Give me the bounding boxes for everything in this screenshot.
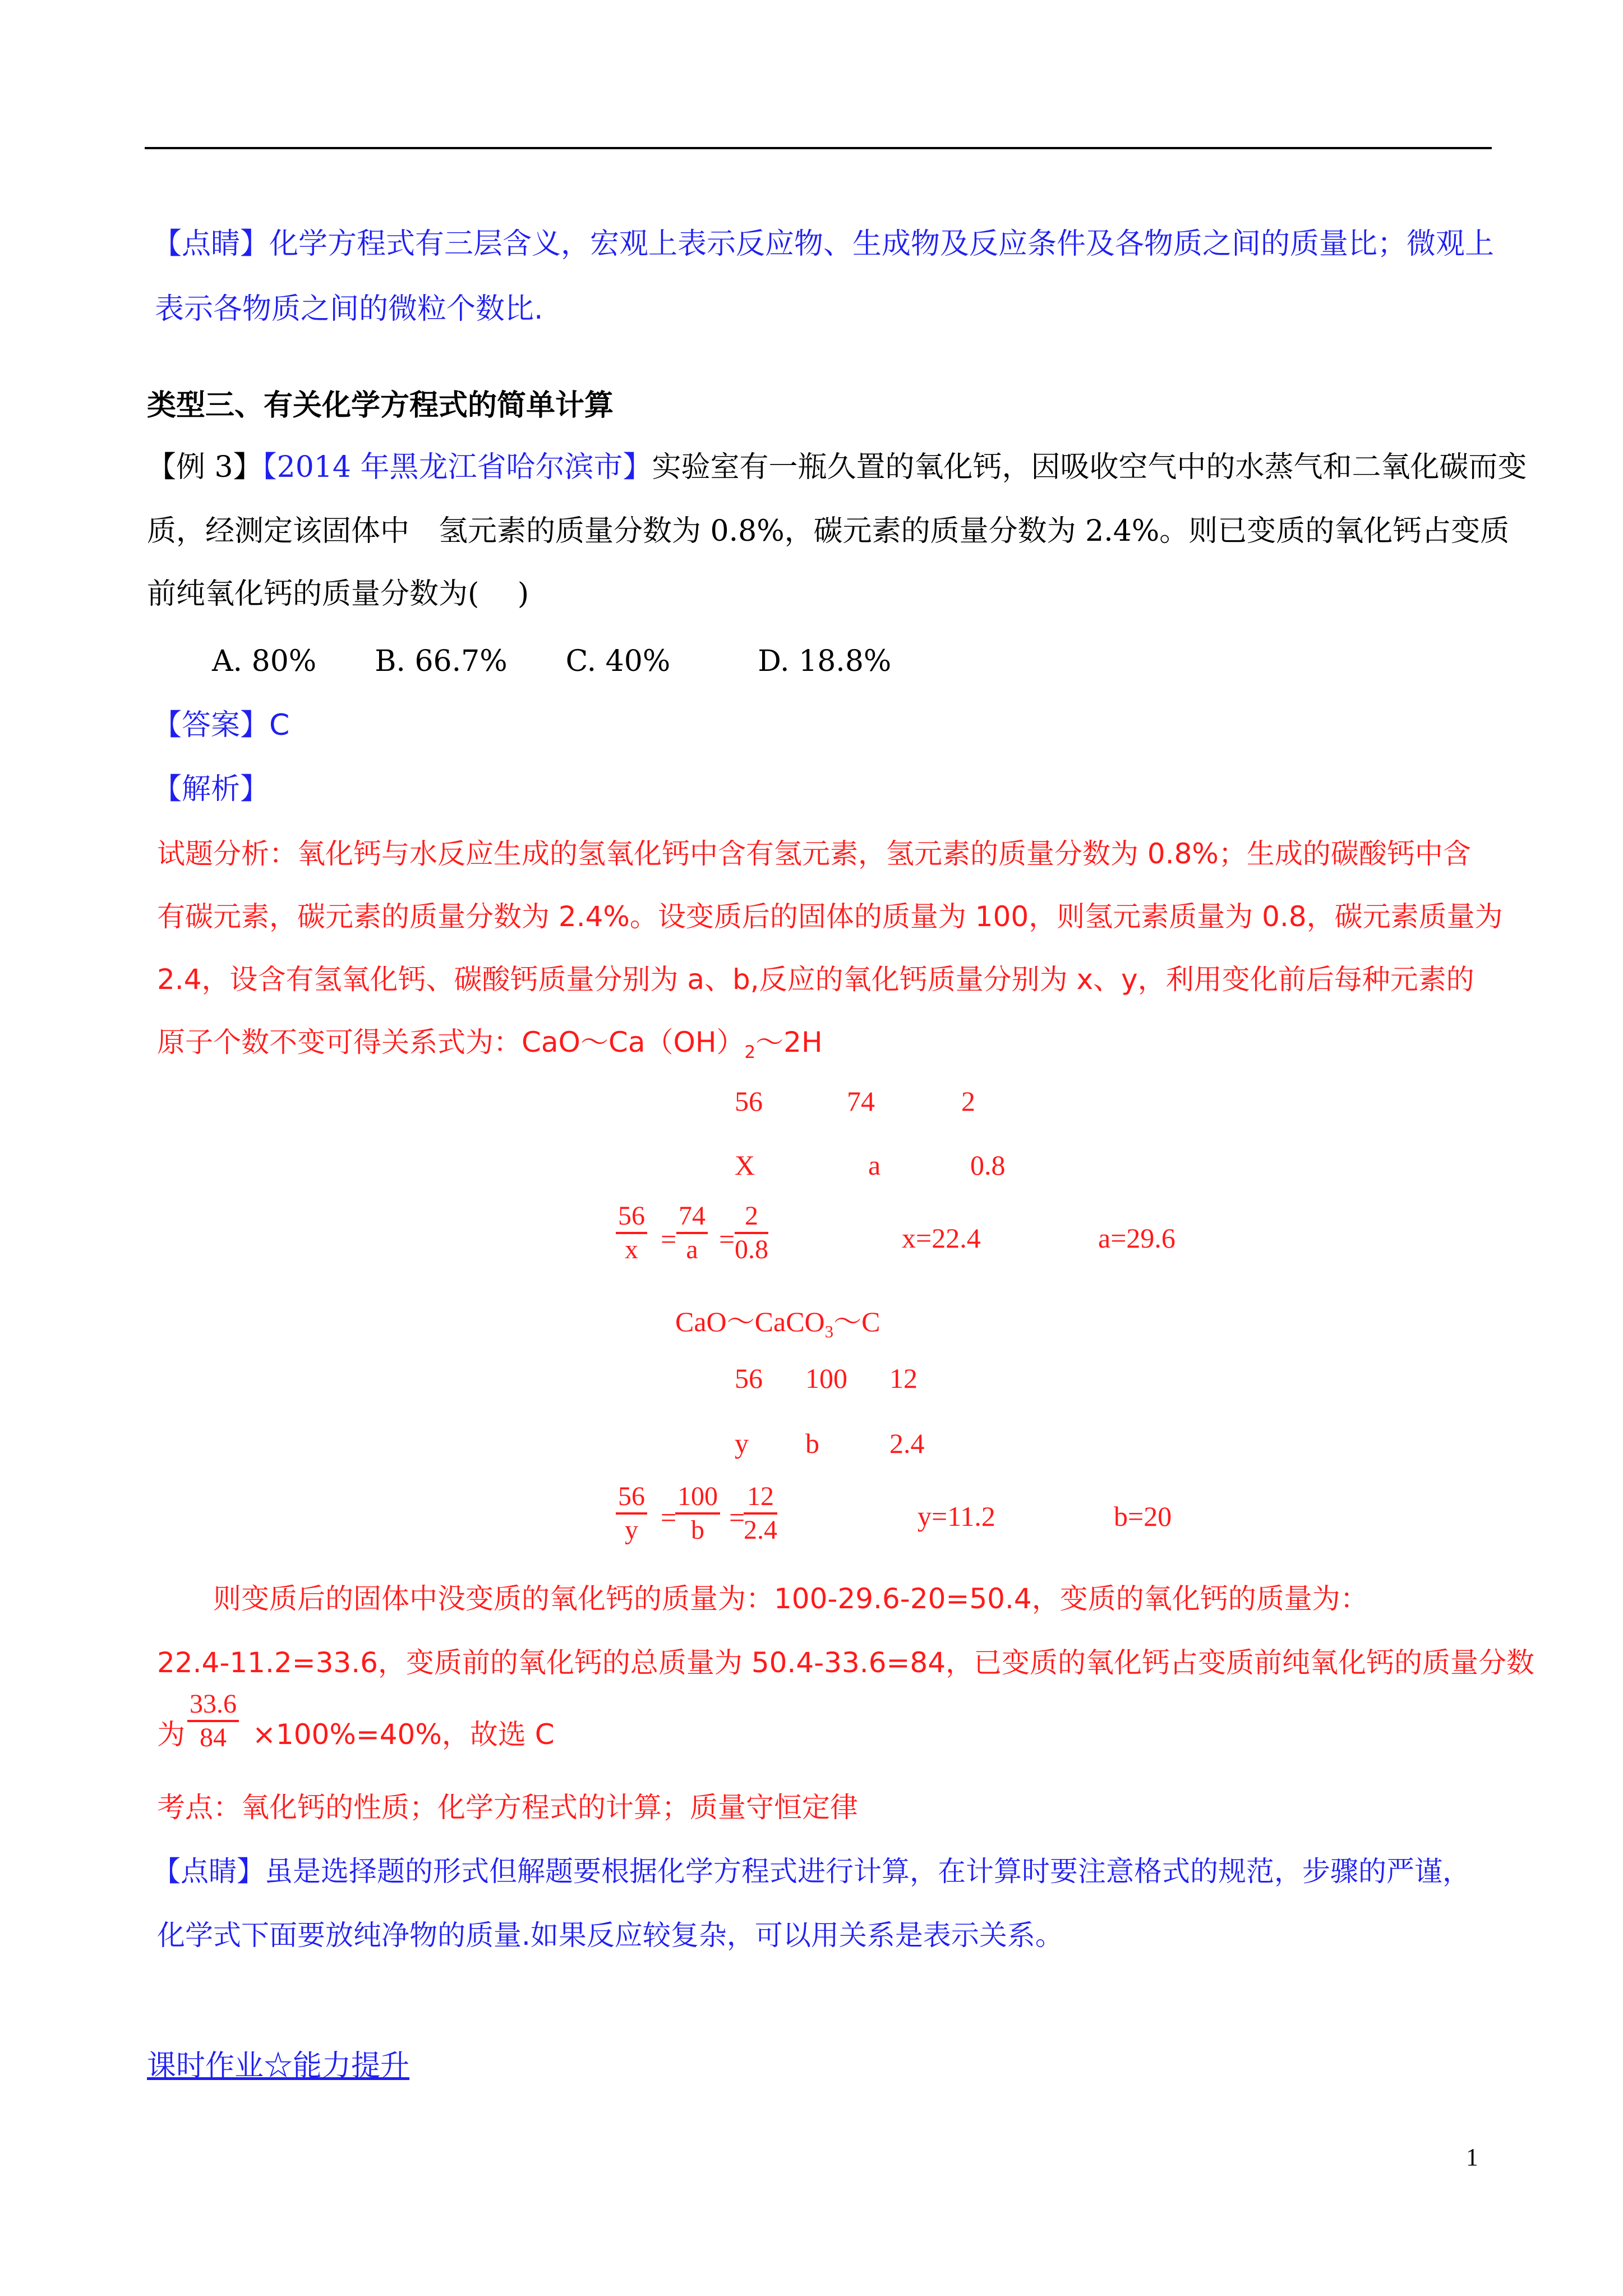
example-text: 实验室有一瓶久置的氧化钙，因吸收空气中的水蒸气和二氧化碳而变 — [652, 450, 1527, 484]
eq2-frac-2-num: 100 — [675, 1481, 720, 1515]
analysis-line-3: 2.4，设含有氢氧化钙、碳酸钙质量分别为 a、b,反应的氧化钙质量分别为 x、y，利用变化前后每种元素的 — [157, 963, 1474, 996]
analysis-line-2: 有碳元素，碳元素的质量分数为 2.4%。设变质后的固体的质量为 100，则氢元素质量为 0.8，碳元素质量为 — [157, 900, 1503, 933]
eq2-eqsign-2: = — [729, 1502, 745, 1533]
eq2-frac-2 — [675, 1481, 720, 1546]
rel2-r1-c2: 100 — [805, 1363, 847, 1394]
conclusion-line-2: 22.4-11.2=33.6，变质前的氧化钙的总质量为 50.4-33.6=84，已变质的氧化钙占变质前纯氧化钙的质量分数 — [157, 1646, 1535, 1679]
example-label: 【例 3】 — [147, 450, 262, 484]
note-paragraph-2 — [153, 1849, 1470, 1889]
rel1-r1-c2: 74 — [847, 1085, 875, 1117]
eq1-result-a: a=29.6 — [1098, 1222, 1175, 1254]
eq2-eqsign-1: = — [661, 1502, 677, 1533]
example-options: A. 80% B. 66.7% C. 40% D. 18.8% — [212, 645, 892, 678]
header-rule — [145, 147, 1492, 149]
note2-text: 虽是选择题的形式但解题要根据化学方程式进行计算，在计算时要注意格式的规范，步骤的严谨， — [265, 1855, 1470, 1888]
example-line-3: 前纯氧化钙的质量分数为( ) — [147, 577, 529, 611]
eq2-result-b: b=20 — [1114, 1501, 1172, 1532]
conclusion-line-1: 则变质后的固体中没变质的氧化钙的质量为：100-29.6-20=50.4，变质的氧化钙的质量为： — [213, 1582, 1368, 1615]
rel1-r2-c1: X — [735, 1149, 755, 1181]
relation-2-prefix: CaO～CaCO — [675, 1306, 825, 1337]
example-line-2: 质，经测定该固体中 氢元素的质量分数为 0.8%，碳元素的质量分数为 2.4%。则已变质的氧化钙占变质 — [147, 514, 1510, 548]
eq2-frac-2-den: b — [691, 1515, 704, 1545]
note-paragraph-1 — [153, 220, 1494, 262]
eq2-frac-1-num: 56 — [616, 1481, 647, 1515]
rel2-r2-c1: y — [735, 1428, 749, 1459]
eq1-frac-3-den: 0.8 — [735, 1235, 768, 1264]
eq1-eqsign-1: = — [661, 1223, 677, 1255]
rel2-r2-c3: 2.4 — [889, 1428, 925, 1459]
analysis-tag: 【解析】 — [153, 772, 270, 806]
note2-tag: 【点睛】 — [153, 1855, 265, 1888]
relation-2-suffix: ～C — [833, 1306, 880, 1337]
eq2-frac-3-den: 2.4 — [744, 1515, 777, 1545]
eq1-frac-2-den: a — [686, 1235, 698, 1264]
eq1-frac-2-num: 74 — [676, 1200, 708, 1234]
rel1-r1-c1: 56 — [735, 1085, 763, 1117]
analysis-line-1: 试题分析：氧化钙与水反应生成的氢氧化钙中含有氢元素，氢元素的质量分数为 0.8%；生成的碳酸钙中含 — [157, 838, 1471, 870]
rel2-r1-c3: 12 — [889, 1363, 917, 1394]
eq1-frac-3 — [735, 1200, 768, 1266]
page-number: 1 — [1466, 2143, 1478, 2171]
conclusion-line-3-prefix: 为 — [157, 1718, 185, 1751]
eq2-frac-1-den: y — [625, 1515, 638, 1545]
note-paragraph-1-line2: 表示各物质之间的微粒个数比. — [155, 292, 543, 326]
relation-2-subscript: 3 — [824, 1322, 834, 1341]
example-source: 【2014 年黑龙江省哈尔滨市】 — [262, 450, 652, 484]
conclusion-fraction — [187, 1688, 239, 1754]
note-text: 化学方程式有三层含义，宏观上表示反应物、生成物及反应条件及各物质之间的质量比；微观上 — [269, 227, 1495, 261]
relation-1-suffix: ～2H — [755, 1026, 823, 1059]
eq1-result-x: x=22.4 — [902, 1222, 981, 1254]
eq1-frac-3-num: 2 — [735, 1200, 768, 1234]
relation-1-prefix: 原子个数不变可得关系式为：CaO～Ca（OH） — [157, 1026, 745, 1059]
eq1-eqsign-2: = — [719, 1223, 735, 1255]
homework-link[interactable]: 课时作业☆能力提升 — [147, 2049, 410, 2083]
section-title: 类型三、有关化学方程式的简单计算 — [147, 388, 614, 422]
answer-line — [153, 701, 289, 743]
answer-tag: 【答案】 — [153, 708, 270, 742]
eq1-frac-1 — [616, 1200, 647, 1266]
eq2-frac-3-num: 12 — [744, 1481, 777, 1515]
eq2-frac-1 — [616, 1481, 647, 1546]
conclusion-fraction-den: 84 — [200, 1723, 227, 1752]
example-line-1 — [147, 443, 1527, 485]
eq2-frac-3 — [744, 1481, 777, 1546]
answer-value: C — [269, 708, 290, 742]
rel2-r1-c1: 56 — [735, 1363, 763, 1394]
conclusion-fraction-num: 33.6 — [187, 1688, 239, 1722]
conclusion-line-3-suffix: ×100%=40%，故选 C — [252, 1718, 555, 1751]
relation-2 — [675, 1299, 880, 1342]
rel1-r2-c3: 0.8 — [970, 1149, 1006, 1181]
analysis-line-4 — [157, 1020, 823, 1062]
eq1-frac-1-num: 56 — [616, 1200, 647, 1234]
rel1-r1-c3: 2 — [961, 1085, 975, 1117]
note-tag: 【点睛】 — [153, 227, 270, 261]
note-paragraph-2-line2: 化学式下面要放纯净物的质量.如果反应较复杂，可以用关系是表示关系。 — [157, 1919, 1063, 1952]
rel2-r2-c2: b — [805, 1428, 819, 1459]
rel1-r2-c2: a — [868, 1149, 881, 1181]
eq1-frac-1-den: x — [625, 1235, 638, 1264]
keypoints-line: 考点：氧化钙的性质；化学方程式的计算；质量守恒定律 — [157, 1791, 858, 1824]
relation-1-subscript: 2 — [744, 1042, 756, 1062]
eq1-frac-2 — [676, 1200, 708, 1266]
eq2-result-y: y=11.2 — [917, 1501, 995, 1532]
